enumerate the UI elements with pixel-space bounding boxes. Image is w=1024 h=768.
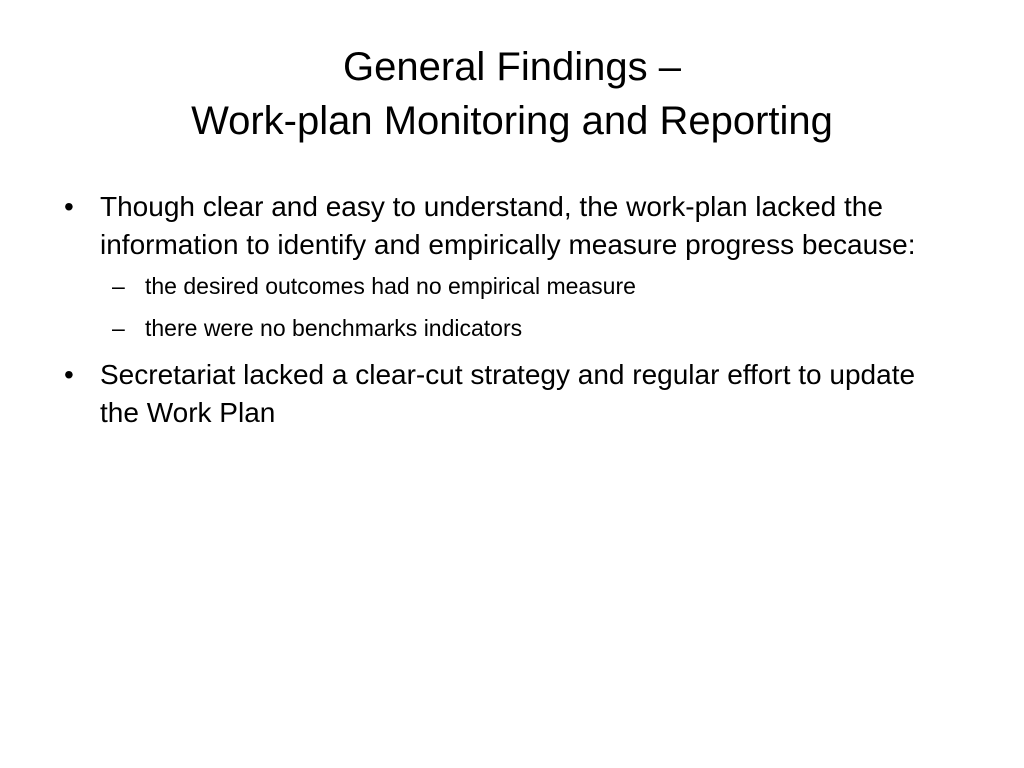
sub-bullet-text: there were no benchmarks indicators bbox=[145, 315, 523, 341]
slide-title bbox=[60, 40, 964, 148]
bullet-icon: • bbox=[64, 359, 74, 390]
slide-title-line-2: Work-plan Monitoring and Reporting bbox=[191, 99, 833, 143]
dash-icon: – bbox=[112, 315, 125, 341]
sub-bullet-item-2 bbox=[100, 312, 960, 344]
bullet-text: Secretariat lacked a clear-cut strategy and regular effort to update the Work Plan bbox=[100, 359, 916, 428]
bullet-list bbox=[60, 188, 960, 432]
slide-body bbox=[60, 188, 960, 444]
slide-title-line-1: General Findings – bbox=[343, 45, 681, 89]
bullet-item-2 bbox=[60, 356, 960, 432]
dash-icon: – bbox=[112, 273, 125, 299]
sub-bullet-list bbox=[100, 270, 960, 344]
sub-bullet-text: the desired outcomes had no empirical measure bbox=[145, 273, 636, 299]
bullet-icon: • bbox=[64, 191, 74, 222]
bullet-item-1 bbox=[60, 188, 960, 344]
bullet-text: Though clear and easy to understand, the work-plan lacked the information to identify and empirically measure progress because: bbox=[100, 191, 916, 260]
sub-bullet-item-1 bbox=[100, 270, 960, 302]
